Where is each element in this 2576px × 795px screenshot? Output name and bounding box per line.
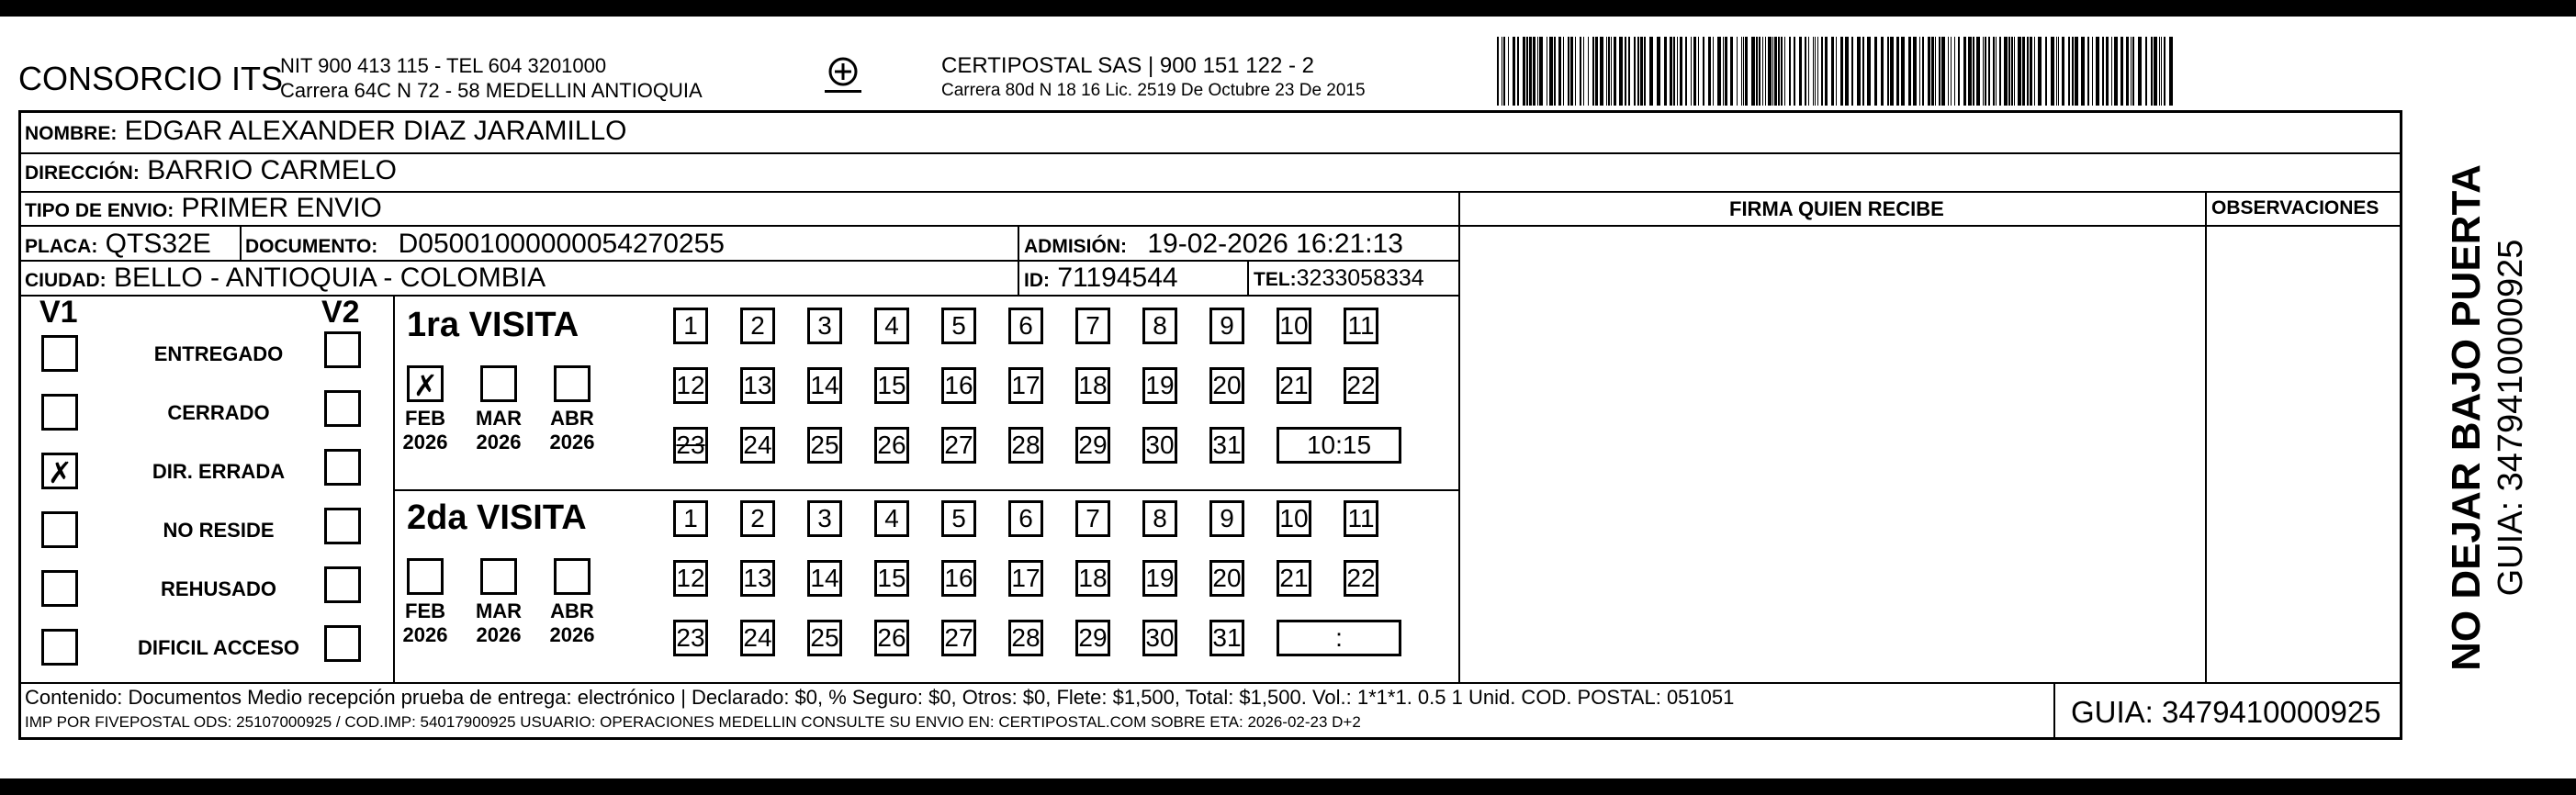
month-label: ABR 2026 <box>549 599 595 646</box>
barcode-bar <box>1958 37 1960 106</box>
month-label: ABR 2026 <box>549 407 595 453</box>
barcode-bar <box>1813 37 1814 106</box>
day-box[interactable]: 1 <box>673 500 708 537</box>
barcode-bar <box>1756 37 1758 106</box>
v2-checkbox[interactable] <box>324 508 361 544</box>
barcode-bar <box>1928 37 1930 106</box>
direccion-label: DIRECCIÓN: <box>25 162 140 184</box>
tel-field <box>1254 265 1424 292</box>
status-label: ENTREGADO <box>153 342 284 365</box>
barcode-bar <box>1685 37 1687 106</box>
barcode-bar <box>1664 37 1667 106</box>
tipo-field <box>25 193 382 224</box>
address-line: Carrera 64C N 72 - 58 MEDELLIN ANTIOQUIA <box>280 79 703 102</box>
day-box[interactable]: 10 <box>1277 308 1311 344</box>
status-label: REHUSADO <box>161 577 276 600</box>
barcode-bar <box>2027 37 2029 106</box>
barcode-bar <box>1523 37 1525 106</box>
barcode-bar <box>1789 37 1791 106</box>
day-box[interactable]: 11 <box>1344 500 1378 537</box>
day-box[interactable]: 24 <box>740 427 775 464</box>
barcode-bar <box>1867 37 1871 106</box>
day-box[interactable]: 3 <box>807 308 842 344</box>
barcode-bar <box>1611 37 1612 106</box>
day-box[interactable]: 13 <box>740 367 775 404</box>
day-box[interactable]: 5 <box>941 500 976 537</box>
status-label: NO RESIDE <box>163 519 275 542</box>
status-label: DIFICIL ACCESO <box>137 636 299 659</box>
barcode-bar <box>2018 37 2021 106</box>
company-info <box>280 53 703 103</box>
admision-value: 19-02-2026 16:21:13 <box>1147 229 1403 259</box>
direccion-value: BARRIO CARMELO <box>147 155 397 185</box>
barcode-bar <box>1857 37 1861 106</box>
barcode-bar <box>2120 37 2123 106</box>
placa-value: QTS32E <box>105 229 211 259</box>
barcode-bar <box>1563 37 1564 106</box>
id-field <box>1024 263 1178 294</box>
id-value: 71194544 <box>1057 263 1178 293</box>
barcode-bar <box>1831 37 1834 106</box>
bottom-border <box>0 778 2576 795</box>
barcode-bar <box>2008 37 2010 106</box>
day-box[interactable]: 12 <box>673 560 708 597</box>
barcode-bar <box>1799 37 1802 106</box>
day-box[interactable]: 28 <box>1008 427 1043 464</box>
barcode-bar <box>1708 37 1711 106</box>
firma-label: FIRMA QUIEN RECIBE <box>1729 197 1944 220</box>
barcode-bar <box>1537 37 1538 106</box>
v1-checkbox[interactable] <box>41 570 78 607</box>
barcode-bar <box>1908 37 1911 106</box>
day-box[interactable]: 28 <box>1008 620 1043 656</box>
month-checkbox[interactable] <box>407 365 444 402</box>
day-box[interactable]: 7 <box>1075 308 1110 344</box>
barcode-bar <box>1890 37 1894 106</box>
day-box[interactable]: 2 <box>740 500 775 537</box>
v1-checkbox[interactable] <box>41 394 78 431</box>
day-box[interactable]: 10 <box>1277 500 1311 537</box>
barcode-bar <box>1781 37 1783 106</box>
day-box[interactable]: 7 <box>1075 500 1110 537</box>
barcode-bar <box>2106 37 2109 106</box>
barcode-bar <box>1725 37 1727 106</box>
day-box[interactable]: 26 <box>874 427 909 464</box>
admision-label: ADMISIÓN: <box>1024 236 1127 257</box>
day-box[interactable]: 2 <box>740 308 775 344</box>
v1-checkbox[interactable] <box>41 335 78 372</box>
day-box[interactable]: 14 <box>807 560 842 597</box>
day-box[interactable]: 8 <box>1142 500 1177 537</box>
barcode-bar <box>1628 37 1630 106</box>
nit-line: NIT 900 413 115 - TEL 604 3201000 <box>280 54 607 77</box>
day-box[interactable]: 23 <box>673 427 708 464</box>
tel-value: 3233058334 <box>1296 265 1424 291</box>
day-box[interactable]: 17 <box>1008 560 1043 597</box>
barcode-bar <box>1677 37 1678 106</box>
barcode-bar <box>1575 37 1576 106</box>
barcode-bar <box>1614 37 1616 106</box>
barcode-bar <box>1693 37 1696 106</box>
day-box[interactable]: 14 <box>807 367 842 404</box>
day-box[interactable]: 31 <box>1209 427 1244 464</box>
id-label: ID: <box>1024 270 1050 291</box>
barcode-bar <box>1673 37 1675 106</box>
barcode-bar <box>1951 37 1952 106</box>
barcode-bar <box>2092 37 2093 106</box>
day-box[interactable]: 25 <box>807 427 842 464</box>
footer-guia: GUIA: 3479410000925 <box>2071 695 2381 729</box>
time-field[interactable]: : <box>1277 620 1401 656</box>
month-checkbox[interactable] <box>480 558 517 595</box>
barcode-bar <box>1784 37 1785 106</box>
barcode-bar <box>1625 37 1626 106</box>
barcode-bar <box>1778 37 1780 106</box>
barcode-bar <box>2164 37 2165 106</box>
month-label: MAR 2026 <box>475 599 523 646</box>
barcode-bar <box>1670 37 1672 106</box>
barcode-bar <box>1765 37 1766 106</box>
barcode-bar <box>1568 37 1569 106</box>
barcode-bar <box>1954 37 1955 106</box>
day-box[interactable]: 22 <box>1344 560 1378 597</box>
day-box[interactable]: 30 <box>1142 620 1177 656</box>
day-box[interactable]: 6 <box>1008 308 1043 344</box>
barcode-bar <box>1931 37 1934 106</box>
barcode-bar <box>1887 37 1889 106</box>
day-box[interactable]: 27 <box>941 427 976 464</box>
barcode-bar <box>1941 37 1945 106</box>
v1-checkbox[interactable] <box>41 629 78 666</box>
side-guia: GUIA: 3479410000925 <box>2492 239 2530 597</box>
barcode-bar <box>1815 37 1816 106</box>
barcode-bar <box>1976 37 1980 106</box>
day-box[interactable]: 9 <box>1209 308 1244 344</box>
barcode-bar <box>1881 37 1884 106</box>
barcode-bar <box>1845 37 1849 106</box>
barcode-bar <box>1821 37 1823 106</box>
barcode-bar <box>1922 37 1924 106</box>
certi-line-1: CERTIPOSTAL SAS | 900 151 122 - 2 <box>941 53 1314 78</box>
barcode-bar <box>2111 37 2112 106</box>
day-box[interactable]: 13 <box>740 560 775 597</box>
footer-imp: IMP POR FIVEPOSTAL ODS: 25107000925 / COD.IMP: 54017900925 USUARIO: OPERACIONES MEDELLIN CONSULTE SU ENVIO EN: CERTIPOSTAL.COM SOBRE ETA: 2026-02-23 D+2 <box>25 713 1361 731</box>
day-box[interactable]: 12 <box>673 367 708 404</box>
month-label: FEB 2026 <box>402 599 448 646</box>
barcode-bar <box>2022 37 2025 106</box>
barcode-bar <box>2087 37 2089 106</box>
month-checkbox[interactable] <box>407 558 444 595</box>
barcode-bar <box>2034 37 2035 106</box>
barcode-bar <box>1948 37 1949 106</box>
status-label: CERRADO <box>167 401 270 424</box>
ciudad-label: CIUDAD: <box>25 270 107 291</box>
barcode-bar <box>1737 37 1738 106</box>
v2-header: V2 <box>321 295 360 330</box>
day-box[interactable]: 6 <box>1008 500 1043 537</box>
barcode-bar <box>2131 37 2132 106</box>
barcode-bar <box>2045 37 2047 106</box>
barcode-bar <box>1999 37 2001 106</box>
ciudad-field <box>25 263 546 294</box>
day-box[interactable]: 5 <box>941 308 976 344</box>
barcode-bar <box>2051 37 2054 106</box>
barcode-bar <box>1985 37 1986 106</box>
barcode-bar <box>2062 37 2064 106</box>
day-box[interactable]: 22 <box>1344 367 1378 404</box>
shipping-form <box>18 110 2402 740</box>
barcode-bar <box>1619 37 1623 106</box>
v1-checkbox[interactable] <box>41 453 78 489</box>
barcode-bar <box>1680 37 1682 106</box>
barcode-bar <box>2161 37 2162 106</box>
tel-label: TEL: <box>1254 269 1297 290</box>
barcode-bar <box>1730 37 1733 106</box>
barcode-bar <box>2114 37 2118 106</box>
barcode-bar <box>1901 37 1905 106</box>
time-field[interactable]: 10:15 <box>1277 427 1401 464</box>
barcode-bar <box>1657 37 1660 106</box>
barcode-bar <box>1526 37 1528 106</box>
barcode-bar <box>1608 37 1610 106</box>
barcode-bar <box>1745 37 1748 106</box>
placa-field <box>25 229 211 260</box>
barcode-bar <box>1698 37 1699 106</box>
certipostal-info <box>941 53 1366 103</box>
top-border <box>0 0 2576 17</box>
footer-contents: Contenido: Documentos Medio recepción prueba de entrega: electrónico | Declarado: $0, % Seguro: $0, Otros: $0, Flete: $1,500, Total: $1,500. Vol.: 1*1*1. 0.5 1 Unid. COD. POSTAL: 051051 <box>25 686 1735 709</box>
day-box[interactable]: 31 <box>1209 620 1244 656</box>
barcode-bar <box>1808 37 1809 106</box>
barcode-bar <box>1600 37 1603 106</box>
barcode-bar <box>1874 37 1877 106</box>
barcode-bar <box>1533 37 1535 106</box>
barcode-bar <box>1919 37 1920 106</box>
barcode-bar <box>2030 37 2032 106</box>
barcode-bar <box>1774 37 1777 106</box>
barcode-bar <box>1588 37 1589 106</box>
barcode-bar <box>2138 37 2142 106</box>
day-box[interactable]: 19 <box>1142 560 1177 597</box>
barcode-bar <box>2058 37 2059 106</box>
day-box[interactable]: 17 <box>1008 367 1043 404</box>
barcode-bar <box>1592 37 1594 106</box>
ciudad-value: BELLO - ANTIOQUIA - COLOMBIA <box>114 263 546 293</box>
day-box[interactable]: 21 <box>1277 367 1311 404</box>
barcode-bar <box>1988 37 1990 106</box>
company-name: CONSORCIO ITS <box>18 60 284 97</box>
month-checkbox[interactable] <box>554 365 591 402</box>
barcode-bar <box>1517 37 1519 106</box>
barcode-bar <box>2132 37 2134 106</box>
barcode-bar <box>1963 37 1966 106</box>
barcode-bar <box>1768 37 1772 106</box>
barcode-bar <box>1973 37 1974 106</box>
barcode-bar <box>1503 37 1505 106</box>
documento-value: D05001000000054270255 <box>398 229 725 259</box>
v2-checkbox[interactable] <box>324 625 361 662</box>
certi-line-2: Carrera 80d N 18 16 Lic. 2519 De Octubre 23 De 2015 <box>941 81 1366 100</box>
barcode-bar <box>1513 37 1515 106</box>
barcode-bar <box>1983 37 1984 106</box>
barcode-bar <box>2102 37 2104 106</box>
barcode-bar <box>2145 37 2147 106</box>
barcode-bar <box>1570 37 1573 106</box>
day-box[interactable]: 9 <box>1209 500 1244 537</box>
month-label: FEB 2026 <box>402 407 448 453</box>
v1-checkbox[interactable] <box>41 511 78 548</box>
check-mark-icon: ✗ <box>413 369 438 402</box>
barcode-bar <box>1649 37 1653 106</box>
barcode-bar <box>2068 37 2070 106</box>
barcode-bar <box>1606 37 1607 106</box>
barcode-bar <box>2038 37 2042 106</box>
barcode-bar <box>1583 37 1584 106</box>
tipo-label: TIPO DE ENVIO: <box>25 200 174 221</box>
first-visit-title: 1ra VISITA <box>407 306 579 344</box>
observaciones-label: OBSERVACIONES <box>2211 197 2379 218</box>
barcode <box>1497 37 2177 106</box>
second-visit-title: 2da VISITA <box>407 498 587 537</box>
barcode-bar <box>1968 37 1972 106</box>
barcode-bar <box>1762 37 1763 106</box>
barcode-bar <box>1939 37 1940 106</box>
barcode-bar <box>1862 37 1864 106</box>
barcode-bar <box>1805 37 1806 106</box>
barcode-bar <box>1539 37 1543 106</box>
day-box[interactable]: 24 <box>740 620 775 656</box>
barcode-bar <box>1759 37 1760 106</box>
status-label: DIR. ERRADA <box>152 460 286 483</box>
day-box[interactable]: 26 <box>874 620 909 656</box>
barcode-bar <box>1817 37 1818 106</box>
day-box[interactable]: 11 <box>1344 308 1378 344</box>
barcode-bar <box>1741 37 1742 106</box>
barcode-bar <box>1713 37 1714 106</box>
day-box[interactable]: 3 <box>807 500 842 537</box>
check-mark-icon: ✗ <box>48 456 73 489</box>
barcode-bar <box>1637 37 1639 106</box>
admision-field <box>1024 229 1403 260</box>
month-checkbox[interactable] <box>480 365 517 402</box>
day-box[interactable]: 1 <box>673 308 708 344</box>
day-box[interactable]: 23 <box>673 620 708 656</box>
barcode-bar <box>1993 37 1995 106</box>
nombre-field <box>25 116 626 147</box>
v1-header: V1 <box>39 295 78 330</box>
barcode-bar <box>1743 37 1744 106</box>
v2-checkbox[interactable] <box>324 566 361 603</box>
barcode-bar <box>2072 37 2074 106</box>
day-box[interactable]: 8 <box>1142 308 1177 344</box>
day-box[interactable]: 15 <box>874 367 909 404</box>
documento-field <box>245 229 725 260</box>
barcode-bar <box>1717 37 1721 106</box>
day-box[interactable]: 4 <box>874 500 909 537</box>
month-label: MAR 2026 <box>475 407 523 453</box>
day-box[interactable]: 15 <box>874 560 909 597</box>
day-box[interactable]: 29 <box>1075 427 1110 464</box>
barcode-bar <box>2151 37 2153 106</box>
barcode-bar <box>2159 37 2160 106</box>
barcode-bar <box>1723 37 1724 106</box>
barcode-bar <box>2169 37 2173 106</box>
month-checkbox[interactable] <box>554 558 591 595</box>
day-box[interactable]: 18 <box>1075 560 1110 597</box>
barcode-bar <box>1794 37 1795 106</box>
barcode-bar <box>2096 37 2099 106</box>
barcode-bar <box>1529 37 1532 106</box>
day-box[interactable]: 21 <box>1277 560 1311 597</box>
day-box[interactable]: 16 <box>941 367 976 404</box>
barcode-bar <box>1558 37 1561 106</box>
barcode-bar <box>1703 37 1704 106</box>
documento-label: DOCUMENTO: <box>245 236 378 257</box>
day-box[interactable]: 30 <box>1142 427 1177 464</box>
day-box[interactable]: 20 <box>1209 560 1244 597</box>
day-box[interactable]: 18 <box>1075 367 1110 404</box>
day-box[interactable]: 16 <box>941 560 976 597</box>
barcode-bar <box>1549 37 1553 106</box>
barcode-bar <box>1772 37 1773 106</box>
nombre-value: EDGAR ALEXANDER DIAZ JARAMILLO <box>124 116 627 146</box>
barcode-bar <box>1996 37 1997 106</box>
barcode-bar <box>1640 37 1643 106</box>
day-box[interactable]: 29 <box>1075 620 1110 656</box>
day-box[interactable]: 19 <box>1142 367 1177 404</box>
v2-checkbox[interactable] <box>324 449 361 486</box>
barcode-bar <box>2011 37 2013 106</box>
barcode-bar <box>2014 37 2015 106</box>
barcode-bar <box>1896 37 1899 106</box>
placa-label: PLACA: <box>25 236 98 257</box>
barcode-bar <box>2126 37 2129 106</box>
day-box[interactable]: 4 <box>874 308 909 344</box>
barcode-bar <box>1497 37 1499 106</box>
barcode-bar <box>1840 37 1843 106</box>
barcode-bar <box>1580 37 1581 106</box>
barcode-bar <box>1935 37 1936 106</box>
barcode-bar <box>2154 37 2157 106</box>
barcode-bar <box>1634 37 1636 106</box>
direccion-field <box>25 155 397 186</box>
barcode-bar <box>1751 37 1755 106</box>
barcode-bar <box>1554 37 1556 106</box>
barcode-bar <box>1825 37 1828 106</box>
barcode-bar <box>1508 37 1509 106</box>
barcode-bar <box>1836 37 1837 106</box>
barcode-bar <box>2004 37 2008 106</box>
barcode-bar <box>2081 37 2085 106</box>
v2-checkbox[interactable] <box>324 331 361 368</box>
barcode-bar <box>2056 37 2057 106</box>
barcode-bar <box>2075 37 2078 106</box>
day-box[interactable]: 27 <box>941 620 976 656</box>
day-box[interactable]: 25 <box>807 620 842 656</box>
tipo-value: PRIMER ENVIO <box>181 193 382 223</box>
barcode-bar <box>1851 37 1853 106</box>
nombre-label: NOMBRE: <box>25 123 118 144</box>
certipostal-logo-icon <box>820 53 866 99</box>
barcode-bar <box>1595 37 1598 106</box>
v2-checkbox[interactable] <box>324 390 361 427</box>
day-box[interactable]: 20 <box>1209 367 1244 404</box>
barcode-bar <box>1644 37 1646 106</box>
barcode-bar <box>1913 37 1917 106</box>
side-notice: NO DEJAR BAJO PUERTA <box>2444 164 2489 671</box>
barcode-bar <box>1691 37 1692 106</box>
